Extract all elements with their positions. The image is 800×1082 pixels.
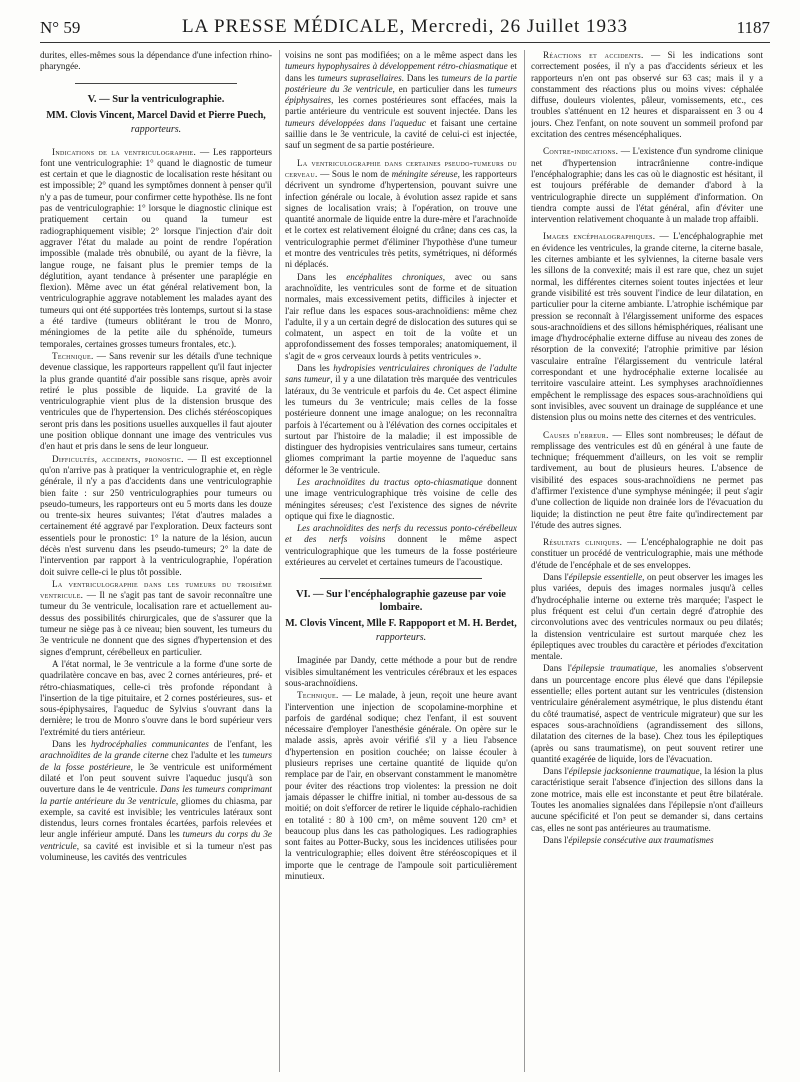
italic-run: hydropisies ventriculaires chroniques de l'adulte sans tumeur	[285, 363, 517, 385]
section-title: VI. — Sur l'encéphalographie gazeuse par voie lombaire.	[296, 589, 506, 614]
paragraph	[40, 454, 272, 578]
paragraph	[40, 579, 272, 658]
paragraph-text: — L'encéphalographie ne doit pas constituer un procédé de ventriculographie, mais une méthode d'étude de l'encéphale et de ses enveloppes.	[531, 537, 763, 570]
paragraph-lead: Difficultés, accidents, pronostic.	[52, 453, 184, 464]
author-names: M. Clovis Vincent, Mlle F. Rappoport et M. H. Berdet,	[285, 618, 517, 630]
text-run: chez l'adulte et les	[168, 750, 243, 761]
page-number: 1187	[736, 18, 770, 37]
paragraph	[285, 272, 517, 362]
italic-run: tumeurs suprasellaires	[317, 72, 402, 83]
text-run: Dans l'	[543, 834, 569, 845]
text-run: Dans les	[297, 271, 347, 282]
text-run: Dans l'	[543, 663, 572, 674]
paragraph	[40, 147, 272, 350]
paragraph	[285, 50, 517, 152]
column-divider	[279, 50, 280, 1072]
author-names: MM. Clovis Vincent, Marcel David et Pierre Puech,	[46, 109, 266, 121]
italic-run: tumeurs du corps du 3e ventricule	[40, 829, 272, 851]
paragraph-lead: Technique.	[52, 350, 94, 361]
journal-title: LA PRESSE MÉDICALE, Mercredi, 26 Juillet 1933	[181, 16, 629, 37]
text-run: voisins ne sont pas modifiées; on a le même aspect dans les	[285, 50, 517, 60]
column-divider	[524, 50, 525, 1072]
paragraph-lead: La ventriculographie dans certaines pseudo-tumeurs du cerveau.	[285, 157, 517, 179]
italic-run: Les arachnoïdites des nerfs du recessus ponto-cérébelleux et des nerfs voisins	[285, 523, 517, 545]
paragraph	[531, 835, 763, 846]
section-authors	[40, 109, 272, 137]
italic-run: méningite séreuse	[391, 168, 458, 179]
italic-run: tumeurs hypophysaires à développement rétro-chiasmatique	[285, 61, 508, 72]
italic-run: tumeurs développées dans l'aqueduc	[285, 117, 426, 128]
paragraph-lead: Indications de la ventriculographie.	[52, 146, 197, 157]
italic-run: épilepsie consécutive aux traumatismes	[568, 834, 714, 845]
paragraph-text: — Le malade, à jeun, reçoit une heure avant l'intervention une injection de scopolamine-morphine et parfois de gardénal sodique; chez l'enfant, il est souvent nécessaire d'employer l'anesthésie générale. On opère sur le malade assis, après avoir vérifié s'il y a lieu l'absence d'hypertension en position couchée; on laisse écouler à plusieurs reprises une certaine quantité de liquide qu'on remplace par de l'air, en observant constamment le manomètre pour éviter des réactions trop violentes: la pression ne doit jamais dépasser le chiffre initial, ni tomber au-dessous de sa moitié; on doit s'efforcer de retirer le liquide céphalo-rachidien en totalité : 80 à 100 cm³, on même souvent 120 cm³ et beaucoup plus dans les cas pathologiques. Les radiographies sont faites au Potter-Bucky, sous les incidences utilisées pour la ventriculographie; elles doivent être stéréoscopiques et il importe que le centrage de l'ampoule soit particulièrement minutieux.	[285, 690, 517, 881]
section-divider	[320, 578, 482, 579]
section-title: V. — Sur la ventriculographie.	[87, 93, 225, 105]
column-3	[531, 50, 763, 1074]
text-run: , les anomalies s'observent dans un pourcentage encore plus élevé que dans l'épilepsie essentielle; elles portent autant sur les ventricules (distension ventriculaire généralement asymétrique, le plus distendu étant du côté traumatisé, aspect de ventricule migrateur) que sur les espaces sous-arachnoïdiens (agrandissement des sillons, dilatation des citernes de la base). Chez tous les épileptiques (après ou sans traumatisme), on peut souvent retirer une quantité exagérée de liquide, lors de l'évacuation.	[531, 663, 763, 764]
italic-run: Les arachnoïdites du tractus opto-chiasmatique	[297, 476, 483, 487]
text-run: , le 3e ventricule est uniformément dilaté et l'on peut souvent suivre l'aqueduc jusqu'à son ouverture dans le 4e ventricule.	[40, 761, 272, 795]
text-run: Dans les	[297, 363, 334, 374]
text-run: , les rapporteurs décrivent un syndrome d'hypertension, pouvant suivre une infection générale ou locale, à évolution assez rapide et sans signes de localisation vrais; à l'opération, on trouve une quantité anormale de liquide entre la dure-mère et l'arachnoïde et le cortex est relativement éloigné du crâne; dans ces cas, la ventriculographie permet d'éliminer l'hypothèse d'une tumeur et montre des ventricules très petits, symétriques, ni déformés ni déplacés.	[285, 168, 517, 270]
text-run: , la lésion la plus caractéristique serait l'absence d'injection des sillons dans la zone motrice, mais elle est inconstante et peut être bilatérale. Toutes les anomalies signalées dans l'épilepsie n'ont d'ailleurs aucune spécificité et l'on peut se demander si, dans certains cas, elles ne sont pas antérieures au traumatisme.	[531, 766, 763, 833]
paragraph	[531, 572, 763, 662]
paragraph-lead: Causes d'erreur.	[543, 429, 609, 440]
italic-run: Dans les tumeurs comprimant la partie antérieure du 3e ventricule	[40, 784, 272, 806]
column-1	[40, 50, 272, 1074]
paragraph	[285, 523, 517, 568]
paragraph-lead: Images encéphalographiques.	[543, 231, 656, 242]
italic-run: épilepsie traumatique	[571, 663, 656, 674]
section-divider	[75, 83, 237, 84]
paragraph: Imaginée par Dandy, cette méthode a pour but de rendre visibles simultanément les ventricules cérébraux et les espaces sous-arachnoïdiens.	[285, 655, 517, 688]
paragraph	[531, 537, 763, 571]
paragraph-text: — L'existence d'un syndrome clinique net d'hypertension intracrânienne contre-indique l'encéphalographie; dans les cas où le diagnostic est hésitant, il est toujours préférable de demander d'abord à la ventriculographie directe un supplément d'information. On tiendra compte aussi de l'état général, afin d'éviter une intervention relativement choquante à un malade trop affaibli.	[531, 146, 763, 225]
text-run: Dans l'	[543, 572, 569, 583]
paragraph-text: — Elles sont nombreuses; le défaut de remplissage des ventricules est dû en général à une faute de technique; fréquemment d'ailleurs, on les voit se remplir tardivement, au bout de plusieurs heures. L'absence de visibilité des espaces sous-arachnoïdiens ne permet pas d'affirmer l'existence d'une symphyse méningée; il peut s'agir d'une collection de liquide non drainée lors de l'évacuation du liquide; la distinction ne peut être faite qu'indirectement par l'étude des autres signes.	[531, 429, 763, 530]
paragraph	[531, 430, 763, 532]
text-run: , avec ou sans arachnoïdite, les ventricules sont de forme et de situation normales, mais excessivement petits, difficiles à injecter et l'air reflue dans les espaces sous-arachnoïdiens: même chez l'adulte, il y a un certain degré de dislocation des sutures qui se colmatent, un aspect en toit de la voûte et un approfondissement des fosses temporales; anatomiquement, il s'agit de « gros cerveaux lourds à petits ventricules ».	[285, 271, 517, 361]
italic-run: tumeurs de la fosse postérieure	[40, 750, 272, 772]
paragraph-lead: Résultats cliniques.	[543, 537, 623, 548]
paragraph-text: — Les rapporteurs font une ventriculographie: 1° quand le diagnostic de tumeur est certain et que le diagnostic de localisation reste hésitant ou est impossible; 2° quand les symptômes donnent à penser qu'il n'y a pas de tumeur, pour confirmer cette hypothèse. Ils ne font pas de ventriculographie: 1° lorsque le diagnostic clinique est pratiquement certain ou quand la tumeur est radiographiquement visible; 2° lorsque l'injection d'air doit aggraver l'état du malade au point de rendre l'opération impossible (malade très obnubilé, ou ayant de la fièvre, la langue rouge, ne faisant plus le premier temps de la déglutition, ayant tendance à présenter une paraplégie en flexion). Même avec un état général relativement bon, la ventriculographie aggrave notablement les malades ayant des tumeurs qui ont été supportées très lontemps, surtout si la stase a été tardive (tumeurs oblitérant le trou de Monro, méningiomes de la petite aile du sphénoïde, tumeurs temporales, certaines grosses tumeurs frontales, etc.).	[40, 146, 272, 349]
paragraph-text: — Sans revenir sur les détails d'une technique devenue classique, les rapporteurs rappellent qu'il faut injecter la plus grande quantité d'air possible sans risque, après avoir retiré le plus possible de liquide. La gravité de la ventriculographie vient plus de la distension brusque des ventricules que de l'hypertension. Des clichés stéréoscopiques seront pris dans les positions usuelles auxquelles il faut ajouter une position oblique donnant une image des ventricules vus d'en haut et pris dans le sens de leur longueur.	[40, 350, 272, 452]
text-run: , les cornes postérieures sont effacées, mais la partie antérieure du ventricule est souvent injectée. Dans les	[285, 95, 517, 117]
issue-number: N° 59	[40, 18, 81, 37]
paragraph-text: — Il est exceptionnel qu'on n'arrive pas à pratiquer la ventriculographie et, en règle générale, il n'y a pas d'accidents dans une ventriculographie bien faite : sur 250 ventriculographies pour tumeurs ou pseudo-tumeurs, les rapporteurs ont eu 5 morts dans les douze ou trente-six heures suivantes; l'état d'autres malades a certainement été aggravé par l'exploration. Deux facteurs sont essentiels pour le pronostic: 1° la nature de la lésion, aucun décès n'est survenu dans les pseudo-tumeurs; 2° la date de l'intervention par rapport à la ventriculographie, l'opération doit suivre celle-ci le plus tôt possible.	[40, 453, 272, 577]
paragraph: durites, elles-mêmes sous la dépendance d'une infection rhino-pharyngée.	[40, 50, 272, 72]
paragraph-lead: Contre-indications.	[543, 146, 619, 157]
paragraph: A l'état normal, le 3e ventricule a la forme d'une sorte de quadrilatère concave en bas, avec 2 cornes antérieures, pré- et rétro-chiasmatiques, celle-ci très profonde répondant à l'insertion de la tige pituitaire, et 2 cornes postérieures, sus- et sous-épiphysaires, l'aqueduc de Sylvius s'ouvrant dans la dernière; le trou de Monro s'ouvre dans le bord supérieur vers l'extrémité du tiers antérieur.	[40, 658, 272, 737]
text-run: , en particulier dans les	[392, 83, 488, 94]
text-run: Dans les	[52, 739, 91, 750]
paragraph	[40, 351, 272, 453]
text-run: donnent le même aspect ventriculographique que les tumeurs de la fosse postérieure extérieures au cervelet et certaines tumeurs de l'acoustique.	[285, 534, 517, 568]
italic-run: tumeurs de la partie postérieure du 3e ventricule	[285, 72, 517, 94]
text-run: donnent une image ventriculographique très voisine de celle des méningites séreuses; c'est l'existence des signes de névrite optique qui fixe le diagnostic.	[285, 476, 517, 521]
column-2	[285, 50, 517, 1074]
paragraph	[285, 158, 517, 271]
paragraph	[285, 690, 517, 882]
author-role: rapporteurs.	[375, 632, 427, 644]
italic-run: épilepsie essentielle	[568, 572, 643, 583]
text-run: , gliomes du chiasma, par exemple, sa cavité est invisible; les ventricules latéraux sont distendus, leurs cornes frontales écartées, parfois relevées et leur angle inférieur amputé. Dans les	[40, 795, 272, 840]
italic-run: encéphalites chroniques	[346, 271, 443, 282]
paragraph	[40, 739, 272, 863]
text-run: , on peut observer les images les plus variées, depuis des images normales jusqu'à celles d'hydrocéphalie interne ou externe très marquée; l'aspect le plus fréquent est celui d'un certain degré d'atrophie des circonvolutions avec des ventricules normaux ou peu dilatés; la distension ventriculaire est surtout marquée chez les épileptiques avec troubles du caractère et périodes d'excitation mentale.	[531, 572, 763, 662]
paragraph	[531, 231, 763, 423]
masthead	[40, 14, 770, 43]
italic-run: hydrocéphalies communicantes	[90, 739, 209, 750]
author-role: rapporteurs.	[130, 123, 182, 135]
paragraph	[531, 663, 763, 765]
paragraph	[531, 766, 763, 834]
text-run: de l'enfant, les	[208, 739, 272, 750]
section-authors	[285, 617, 517, 645]
paragraph-text: — L'encéphalographie met en évidence les ventricules, la grande citerne, la citerne basale, les citernes ambiante et les sylviennes, la citerne basale vers les sillons de la convexité; mais il est rare que, chez un sujet normal, les différentes citernes soient toutes injectées et leur grande visibilité est très souvent l'indice de leur dilatation, en particulier pour la citerne ambiante. L'atrophie ischémique par pression se reconnaît à l'élargissement uniforme des espaces sous-arachnoïdiens et des sillons hémisphériques, réalisant une image d'hydrocéphalie externe diffuse au niveau des zones de résorption de la convexité; l'atrophie primitive par lésion vasculaire entraîne l'élargissement du ventricule latéral correspondant et une hydrocéphalie externe localisée au territoire vasculaire atteint. Les symphyses arachnoïdiennes empêchent le remplissage des espaces sous-arachnoïdiens qui sont invisibles, avec souvent un drainage de suppléance et une distension plus ou moins nette des citernes et des ventricules.	[531, 231, 763, 423]
text-run: — Sous le nom de	[317, 168, 392, 179]
paragraph-lead: Technique.	[297, 690, 339, 701]
text-run: , il y a une dilatation très marquée des ventricules latéraux, du 3e ventricule et parfois du 4e. Cet aspect élimine les tumeurs du 3e ventricule; mais celles de la fosse postérieure donnent une image analogue; on les reconnaîtra parfois à l'écartement ou à l'élévation des cornes occipitales et surtout par l'histoire de la maladie; il est impossible de distinguer des hydropisies ventriculaires sans tumeur, certains gliomes comprimant la partie moyenne de l'aqueduc sans déformer le 3e ventricule.	[285, 374, 517, 475]
text-run: Dans l'	[543, 766, 569, 777]
paragraph-text: — Il ne s'agit pas tant de savoir reconnaître une tumeur du 3e ventricule, localisation rare et actuellement au-dessus des possibilités chirurgicales, que de s'assurer que la tumeur ne siège pas à ce niveau; bien souvent, les tumeurs du 3e ventricule ne donnent que des signes d'hypertension et des signes d'emprunt, cérébelleux en particulier.	[40, 590, 272, 657]
paragraph	[285, 363, 517, 476]
italic-run: tumeurs épiphysaires	[285, 83, 517, 106]
text-run: et faisant une certaine saillie dans le 3e ventricule, la cavité de celui-ci est injectée, sauf un segment de sa partie postérieure.	[285, 117, 517, 151]
italic-run: épilepsie jacksonienne traumatique	[568, 766, 700, 777]
text-run: et dans les	[285, 61, 517, 83]
paragraph	[531, 50, 763, 140]
paragraph-lead: Réactions et accidents.	[543, 50, 644, 60]
paragraph-text: — Si les indications sont correctement posées, il n'y a pas d'accidents sérieux et les rapporteurs n'en ont pas observé sur 63 cas; mais il y a constamment des réactions plus ou moins vives: céphalée diffuse, douleurs violentes, pâleur, vomissements, etc., ces troubles s'atténuent en 12 heures et disparaissent en 3 ou 4 jours. Chez l'enfant, on note souvent un sommeil profond par excitation des centres mésencéphaliques.	[531, 50, 763, 140]
paragraph	[285, 477, 517, 522]
text-run: . Dans les	[401, 72, 442, 83]
text-run: , sa cavité est invisible et si la tumeur n'est pas volumineuse, les cavités des ventricules	[40, 840, 272, 862]
paragraph-lead: La ventriculographie dans les tumeurs du troisième ventricule.	[40, 578, 272, 601]
paragraph	[531, 146, 763, 225]
italic-run: arachnoïdites de la grande citerne	[40, 750, 169, 761]
